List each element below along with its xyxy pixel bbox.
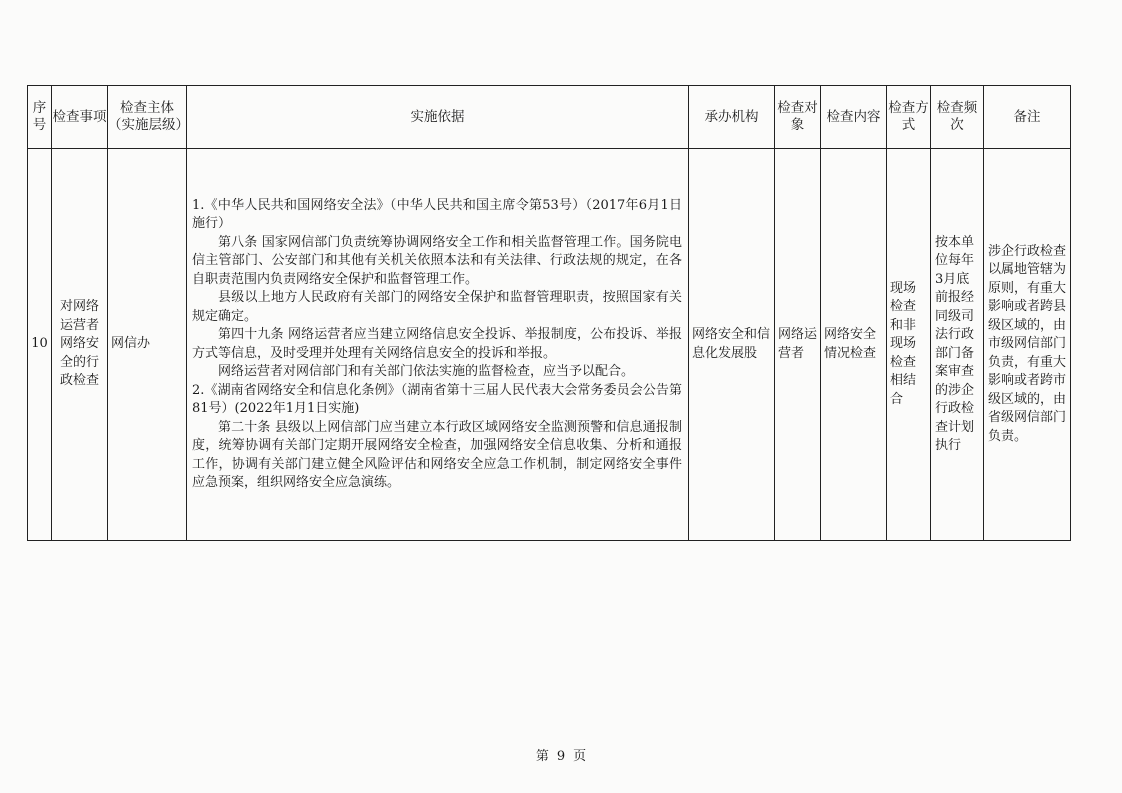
inspection-table <box>27 85 1071 541</box>
row-item: 对网络运营者网络安全的行政检查 <box>52 149 108 541</box>
header-basis: 实施依据 <box>187 86 689 149</box>
header-no: 序号 <box>28 86 52 149</box>
header-object: 检查对象 <box>775 86 821 149</box>
row-basis <box>187 149 689 541</box>
basis-paragraph: 第八条 国家网信部门负责统筹协调网络安全工作和相关监督管理工作。国务院电信主管部门、公安部门和其他有关机关依照本法和有关法律、行政法规的规定，在各自职责范围内负责网络安全保护和监督管理工作。 <box>192 234 682 287</box>
row-object: 网络运营者 <box>775 149 821 541</box>
header-content: 检查内容 <box>821 86 887 149</box>
header-note: 备注 <box>984 86 1071 149</box>
basis-paragraph: 第四十九条 网络运营者应当建立网络信息安全投诉、举报制度，公布投诉、举报方式等信息，及时受理并处理有关网络信息安全的投诉和举报。 <box>192 327 682 361</box>
header-freq: 检查频次 <box>931 86 984 149</box>
row-freq: 按本单位每年3月底前报经同级司法行政部门备案审查的涉企行政检查计划执行 <box>931 149 984 541</box>
page-number <box>0 745 1122 764</box>
row-subject: 网信办 <box>108 149 187 541</box>
header-subject: 检查主体（实施层级） <box>108 86 187 149</box>
table-row <box>28 149 1071 541</box>
page-prefix: 第 <box>535 749 549 764</box>
page-suffix: 页 <box>573 749 587 764</box>
header-org: 承办机构 <box>689 86 775 149</box>
header-item: 检查事项 <box>52 86 108 149</box>
basis-paragraph: 1.《中华人民共和国网络安全法》（中华人民共和国主席令第53号）（2017年6月1日施行） <box>192 197 682 231</box>
row-method: 现场检查和非现场检查相结合 <box>887 149 931 541</box>
basis-paragraph: 网络运营者对网信部门和有关部门依法实施的监督检查，应当予以配合。 <box>218 364 635 379</box>
page-number-value: 9 <box>556 749 566 764</box>
basis-paragraph: 县级以上地方人民政府有关部门的网络安全保护和监督管理职责，按照国家有关规定确定。 <box>192 290 682 324</box>
row-org: 网络安全和信息化发展股 <box>689 149 775 541</box>
table-header-row <box>28 86 1071 149</box>
basis-paragraph: 2.《湖南省网络安全和信息化条例》（湖南省第十三届人民代表大会常务委员会公告第81号）(2022年1月1日实施) <box>192 382 682 416</box>
header-method: 检查方式 <box>887 86 931 149</box>
basis-paragraph: 第二十条 县级以上网信部门应当建立本行政区域网络安全监测预警和信息通报制度，统筹协调有关部门定期开展网络安全检查，加强网络安全信息收集、分析和通报工作，协调有关部门建立健全风险评估和网络安全应急工作机制，制定网络安全事件应急预案，组织网络安全应急演练。 <box>192 419 682 490</box>
row-note: 涉企行政检查以属地管辖为原则，有重大影响或者跨县级区域的，由市级网信部门负责，有重大影响或者跨市级区域的，由省级网信部门负责。 <box>984 149 1071 541</box>
row-content: 网络安全情况检查 <box>821 149 887 541</box>
row-no: 10 <box>28 149 52 541</box>
